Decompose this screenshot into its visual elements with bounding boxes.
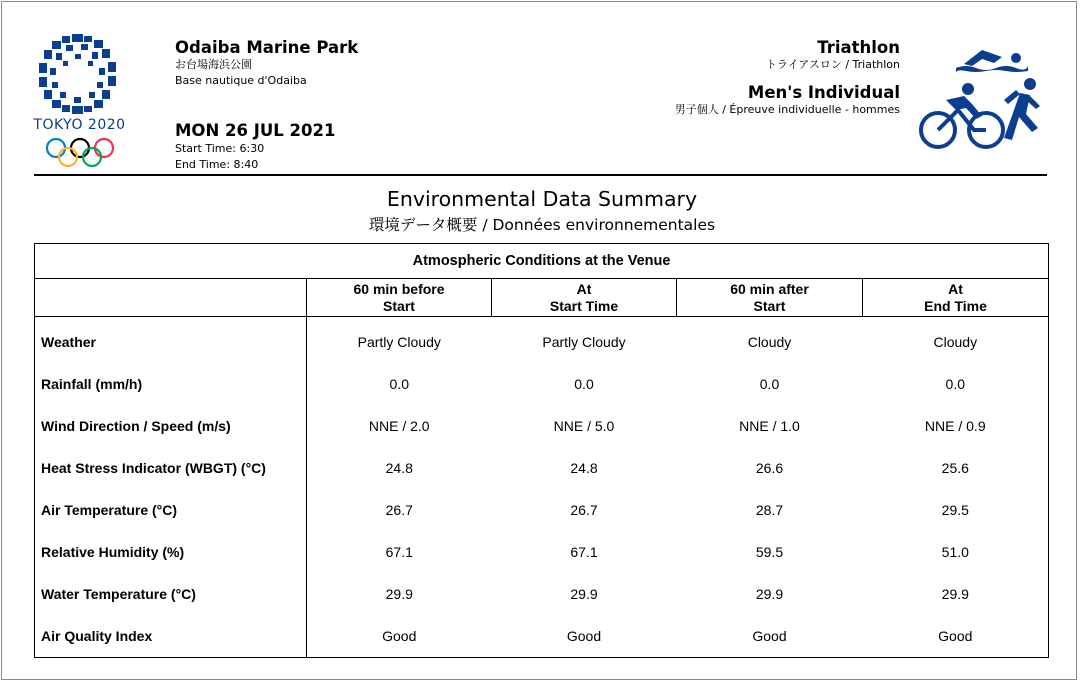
table-row <box>35 489 1049 531</box>
row-label: Rainfall (mm/h) <box>35 363 307 405</box>
triathlon-pictogram-icon <box>916 44 1046 149</box>
venue-name-ja: お台場海浜公園 <box>175 58 252 71</box>
sport-name: Triathlon <box>817 38 900 57</box>
column-header: 60 min after Start <box>677 279 863 317</box>
row-label: Weather <box>35 317 307 364</box>
row-label: Air Quality Index <box>35 615 307 658</box>
event-name: Men's Individual <box>747 83 900 102</box>
start-time: Start Time: 6:30 <box>175 142 265 155</box>
header-divider <box>34 174 1047 176</box>
table-cell: 24.8 <box>385 460 413 476</box>
olympic-rings-icon <box>44 137 116 169</box>
table-cell: Good <box>492 615 677 658</box>
table-cell: 25.6 <box>863 447 1049 489</box>
document-frame <box>1 1 1077 680</box>
table-cell: NNE / 0.9 <box>863 405 1049 447</box>
table-cell: 59.5 <box>755 544 784 560</box>
table-cell: 29.9 <box>385 586 413 602</box>
end-time: End Time: 8:40 <box>175 158 259 171</box>
row-label: Wind Direction / Speed (m/s) <box>35 405 307 447</box>
column-header: 60 min before Start <box>307 279 492 317</box>
sport-block <box>675 38 900 118</box>
column-header: At End Time <box>863 279 1049 317</box>
table-cell: NNE / 2.0 <box>368 418 430 434</box>
date-block <box>175 121 335 173</box>
table-cell: NNE / 5.0 <box>553 418 615 434</box>
table-cell: 29.9 <box>570 586 598 602</box>
table-cell: 51.0 <box>863 531 1049 573</box>
page-subtitle: 環境データ概要 / Données environnementales <box>368 216 716 234</box>
row-label: Heat Stress Indicator (WBGT) (°C) <box>35 447 307 489</box>
table-row <box>35 405 1049 447</box>
table-row <box>35 531 1049 573</box>
table-row <box>35 447 1049 489</box>
sport-name-translations: トライアスロン / Triathlon <box>765 58 900 71</box>
table-cell: 26.7 <box>385 502 413 518</box>
environmental-data-table <box>34 243 1049 658</box>
table-cell: 29.5 <box>863 489 1049 531</box>
table-cell: Good <box>677 615 863 658</box>
column-header: At Start Time <box>492 279 677 317</box>
venue-name-fr: Base nautique d'Odaiba <box>175 74 307 87</box>
venue-name: Odaiba Marine Park <box>175 38 359 57</box>
row-label: Air Temperature (°C) <box>35 489 307 531</box>
table-cell: 0.0 <box>863 363 1049 405</box>
table-cell: 0.0 <box>759 376 780 392</box>
table-cell: 24.8 <box>570 460 598 476</box>
event-date: MON 26 JUL 2021 <box>175 121 336 140</box>
table-cell: Partly Cloudy <box>542 334 626 350</box>
table-cell: 67.1 <box>570 544 598 560</box>
event-name-translations: 男子個人 / Épreuve individuelle - hommes <box>674 103 900 116</box>
row-label: Relative Humidity (%) <box>35 531 307 573</box>
table-cell: 67.1 <box>385 544 413 560</box>
table-cell: 29.9 <box>755 586 784 602</box>
table-cell: NNE / 1.0 <box>739 418 800 434</box>
table-cell: Cloudy <box>747 334 792 350</box>
table-cell: 28.7 <box>755 502 784 518</box>
emblem-icon <box>36 32 120 116</box>
table-cell: 0.0 <box>574 376 594 392</box>
table-row <box>35 615 1049 658</box>
table-cell: Partly Cloudy <box>357 334 441 350</box>
table-cell: Cloudy <box>863 317 1049 364</box>
table-cell: 26.6 <box>755 460 784 476</box>
table-cell: 29.9 <box>863 573 1049 615</box>
logo-text: TOKYO 2020 <box>33 117 126 133</box>
row-label: Water Temperature (°C) <box>35 573 307 615</box>
table-cell: 0.0 <box>389 376 409 392</box>
table-row <box>35 317 1049 364</box>
table-row <box>35 363 1049 405</box>
table-cell: 26.7 <box>570 502 598 518</box>
page-title: Environmental Data Summary <box>386 187 698 211</box>
table-caption: Atmospheric Conditions at the Venue <box>35 244 1049 279</box>
row-label-header <box>35 279 307 317</box>
table-row <box>35 573 1049 615</box>
table-cell: Good <box>307 615 492 658</box>
venue-block <box>175 38 358 89</box>
table-cell: Good <box>863 615 1049 658</box>
